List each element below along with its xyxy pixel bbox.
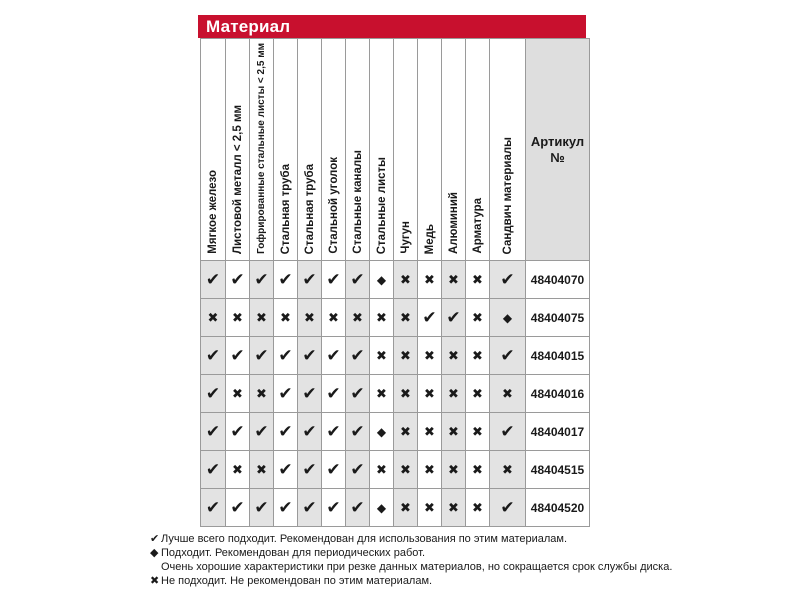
article-number: 48404520	[526, 489, 590, 527]
cell-check	[322, 451, 346, 489]
cross-icon: ✖	[400, 310, 411, 325]
check-icon: ✔	[500, 421, 515, 441]
check-icon: ✔	[254, 269, 269, 289]
cell-check	[346, 489, 370, 527]
cross-icon: ✖	[150, 575, 160, 587]
cell-cross	[394, 451, 418, 489]
cross-icon: ✖	[280, 310, 291, 325]
legend-no: ✖ Не подходит. Не рекомендован по этим материалам.	[150, 575, 433, 587]
cell-cross	[418, 375, 442, 413]
check-icon: ✔	[205, 269, 221, 289]
cell-cross	[370, 337, 394, 375]
cell-cross	[394, 299, 418, 337]
cell-cross	[442, 337, 466, 375]
table-row	[201, 337, 590, 375]
cell-check	[298, 489, 322, 527]
column-header: Арматура	[466, 39, 490, 261]
check-icon: ✔	[230, 345, 245, 365]
cell-check	[346, 337, 370, 375]
cell-cross	[466, 413, 490, 451]
material-compatibility-table	[200, 38, 590, 527]
article-number: 48404017	[526, 413, 590, 451]
cross-icon: ✖	[424, 386, 435, 401]
cell-cross	[394, 489, 418, 527]
check-icon: ✔	[205, 459, 221, 479]
cell-cross	[442, 451, 466, 489]
check-icon: ✔	[326, 459, 341, 479]
cell-check	[226, 489, 250, 527]
cell-cross	[466, 489, 490, 527]
diamond-icon: ◆	[150, 547, 159, 559]
column-header: Стальные листы	[370, 39, 394, 261]
check-icon: ✔	[302, 383, 317, 403]
check-icon: ✔	[302, 345, 317, 365]
check-icon: ✔	[326, 421, 341, 441]
cell-check	[418, 299, 442, 337]
cross-icon: ✖	[472, 310, 483, 325]
table-row	[201, 489, 590, 527]
check-icon: ✔	[350, 345, 365, 365]
check-icon: ✔	[446, 307, 461, 327]
cell-cross	[418, 451, 442, 489]
diamond-icon: ◆	[502, 311, 513, 325]
cross-icon: ✖	[376, 462, 387, 477]
check-icon: ✔	[326, 383, 341, 403]
cell-check	[490, 489, 526, 527]
cell-cross	[418, 413, 442, 451]
check-icon: ✔	[230, 497, 245, 517]
cell-cross	[394, 337, 418, 375]
cell-cross	[466, 299, 490, 337]
cell-check	[490, 337, 526, 375]
cell-check	[298, 413, 322, 451]
table-row	[201, 413, 590, 451]
cell-check	[201, 489, 226, 527]
cross-icon: ✖	[424, 424, 435, 439]
column-header: Листовой металл < 2,5 мм	[226, 39, 250, 261]
cell-diamond	[370, 489, 394, 527]
cell-check	[201, 451, 226, 489]
cross-icon: ✖	[400, 462, 411, 477]
article-number: 48404015	[526, 337, 590, 375]
cross-icon: ✖	[400, 386, 411, 401]
check-icon: ✔	[350, 421, 365, 441]
column-header: Чугун	[394, 39, 418, 261]
cell-check	[201, 375, 226, 413]
cell-check	[490, 413, 526, 451]
cell-check	[274, 413, 298, 451]
check-icon: ✔	[254, 421, 269, 441]
cross-icon: ✖	[472, 424, 483, 439]
column-header: Стальная труба	[274, 39, 298, 261]
cell-check	[346, 375, 370, 413]
cell-cross	[394, 375, 418, 413]
column-header: Стальная труба	[298, 39, 322, 261]
diamond-icon: ◆	[376, 425, 387, 439]
column-header: Мягкое железо	[201, 39, 226, 261]
cell-cross	[490, 451, 526, 489]
cell-check	[201, 261, 226, 299]
cell-check	[346, 413, 370, 451]
cell-cross	[322, 299, 346, 337]
check-icon: ✔	[500, 269, 515, 289]
cell-cross	[298, 299, 322, 337]
article-number: 48404016	[526, 375, 590, 413]
cell-cross	[442, 261, 466, 299]
cross-icon: ✖	[376, 348, 387, 363]
cross-icon: ✖	[232, 386, 243, 401]
cross-icon: ✖	[502, 462, 513, 477]
check-icon: ✔	[278, 459, 293, 479]
check-icon: ✔	[350, 383, 365, 403]
cell-cross	[226, 375, 250, 413]
article-number: 48404075	[526, 299, 590, 337]
column-header: Стальной уголок	[322, 39, 346, 261]
cell-cross	[418, 489, 442, 527]
cell-check	[322, 413, 346, 451]
check-icon: ✔	[302, 459, 317, 479]
check-icon: ✔	[278, 421, 293, 441]
legend-yes: ✔ Лучше всего подходит. Рекомендован для использования по этим материалам.	[150, 533, 568, 545]
cross-icon: ✖	[232, 462, 243, 477]
cell-cross	[226, 299, 250, 337]
cell-check	[346, 451, 370, 489]
cross-icon: ✖	[472, 386, 483, 401]
check-icon: ✔	[302, 421, 317, 441]
cross-icon: ✖	[472, 348, 483, 363]
cross-icon: ✖	[448, 462, 459, 477]
check-icon: ✔	[278, 383, 293, 403]
check-icon: ✔	[350, 269, 365, 289]
cross-icon: ✖	[256, 310, 267, 325]
diamond-icon: ◆	[376, 501, 387, 515]
cross-icon: ✖	[400, 500, 411, 515]
cell-cross	[418, 261, 442, 299]
cell-cross	[490, 375, 526, 413]
cell-cross	[250, 375, 274, 413]
cross-icon: ✖	[448, 386, 459, 401]
cell-check	[322, 261, 346, 299]
cell-cross	[394, 413, 418, 451]
article-header: Артикул №	[526, 39, 590, 261]
cross-icon: ✖	[256, 386, 267, 401]
check-icon: ✔	[230, 269, 245, 289]
cell-check	[274, 451, 298, 489]
cell-cross	[418, 337, 442, 375]
check-icon: ✔	[302, 497, 317, 517]
cell-diamond	[490, 299, 526, 337]
cross-icon: ✖	[400, 272, 411, 287]
legend	[150, 532, 672, 588]
cell-check	[298, 337, 322, 375]
check-icon: ✔	[205, 383, 221, 403]
cross-icon: ✖	[400, 424, 411, 439]
cell-check	[274, 489, 298, 527]
legend-ok-note: Очень хорошие характеристики при резке данных материалов, но сокращается срок службы диска.	[161, 561, 673, 573]
cell-check	[250, 413, 274, 451]
table-row	[201, 375, 590, 413]
cross-icon: ✖	[472, 500, 483, 515]
table-row	[201, 299, 590, 337]
check-icon: ✔	[205, 345, 221, 365]
cross-icon: ✖	[424, 500, 435, 515]
cell-cross	[346, 299, 370, 337]
cell-check	[274, 337, 298, 375]
cell-check	[250, 489, 274, 527]
article-number: 48404070	[526, 261, 590, 299]
cell-cross	[226, 451, 250, 489]
cell-cross	[466, 375, 490, 413]
legend-ok: ◆ Подходит. Рекомендован для периодических работ.	[150, 547, 426, 559]
cell-check	[322, 337, 346, 375]
cross-icon: ✖	[424, 462, 435, 477]
cross-icon: ✖	[207, 310, 219, 325]
check-icon: ✔	[278, 345, 293, 365]
check-icon: ✔	[326, 345, 341, 365]
cell-cross	[370, 299, 394, 337]
cell-cross	[394, 261, 418, 299]
cell-cross	[442, 489, 466, 527]
table-row	[201, 261, 590, 299]
cell-check	[250, 261, 274, 299]
cell-check	[322, 375, 346, 413]
cross-icon: ✖	[448, 424, 459, 439]
check-icon: ✔	[326, 269, 341, 289]
check-icon: ✔	[302, 269, 317, 289]
diamond-icon: ◆	[376, 273, 387, 287]
material-header: Материал	[198, 15, 586, 38]
check-icon: ✔	[205, 421, 221, 441]
check-icon: ✔	[278, 269, 293, 289]
check-icon: ✔	[205, 497, 221, 517]
cell-cross	[370, 375, 394, 413]
cross-icon: ✖	[472, 272, 483, 287]
column-header: Стальные каналы	[346, 39, 370, 261]
cross-icon: ✖	[352, 310, 363, 325]
cell-cross	[442, 375, 466, 413]
table-header-row	[201, 39, 590, 261]
cross-icon: ✖	[448, 348, 459, 363]
check-icon: ✔	[230, 421, 245, 441]
check-icon: ✔	[326, 497, 341, 517]
cell-check	[250, 337, 274, 375]
cross-icon: ✖	[256, 462, 267, 477]
column-header: Медь	[418, 39, 442, 261]
cell-diamond	[370, 413, 394, 451]
cross-icon: ✖	[328, 310, 339, 325]
cell-check	[274, 375, 298, 413]
cross-icon: ✖	[376, 386, 387, 401]
cell-cross	[274, 299, 298, 337]
cell-check	[274, 261, 298, 299]
column-header: Алюминий	[442, 39, 466, 261]
cell-cross	[250, 451, 274, 489]
cell-check	[298, 261, 322, 299]
cell-diamond	[370, 261, 394, 299]
column-header: Гофрированные стальные листы < 2,5 мм	[250, 39, 274, 261]
cell-check	[298, 451, 322, 489]
cell-check	[346, 261, 370, 299]
cross-icon: ✖	[448, 272, 459, 287]
cross-icon: ✖	[376, 310, 387, 325]
cross-icon: ✖	[304, 310, 315, 325]
check-icon: ✔	[150, 533, 160, 545]
cell-check	[298, 375, 322, 413]
check-icon: ✔	[350, 459, 365, 479]
cross-icon: ✖	[400, 348, 411, 363]
check-icon: ✔	[350, 497, 365, 517]
cell-cross	[370, 451, 394, 489]
cell-check	[226, 261, 250, 299]
cross-icon: ✖	[424, 348, 435, 363]
cell-check	[442, 299, 466, 337]
cell-check	[490, 261, 526, 299]
check-icon: ✔	[500, 497, 515, 517]
cross-icon: ✖	[232, 310, 243, 325]
check-icon: ✔	[500, 345, 515, 365]
cell-cross	[250, 299, 274, 337]
cell-cross	[466, 451, 490, 489]
cell-cross	[442, 413, 466, 451]
cell-cross	[466, 261, 490, 299]
check-icon: ✔	[278, 497, 293, 517]
cell-cross	[466, 337, 490, 375]
check-icon: ✔	[254, 497, 269, 517]
cell-check	[226, 413, 250, 451]
cell-check	[201, 413, 226, 451]
cell-check	[226, 337, 250, 375]
table-row	[201, 451, 590, 489]
cross-icon: ✖	[502, 386, 513, 401]
cross-icon: ✖	[424, 272, 435, 287]
check-icon: ✔	[254, 345, 269, 365]
check-icon: ✔	[422, 307, 437, 327]
article-number: 48404515	[526, 451, 590, 489]
cell-check	[201, 337, 226, 375]
cell-cross	[201, 299, 226, 337]
cross-icon: ✖	[472, 462, 483, 477]
cell-check	[322, 489, 346, 527]
column-header: Сандвич материалы	[490, 39, 526, 261]
cross-icon: ✖	[448, 500, 459, 515]
